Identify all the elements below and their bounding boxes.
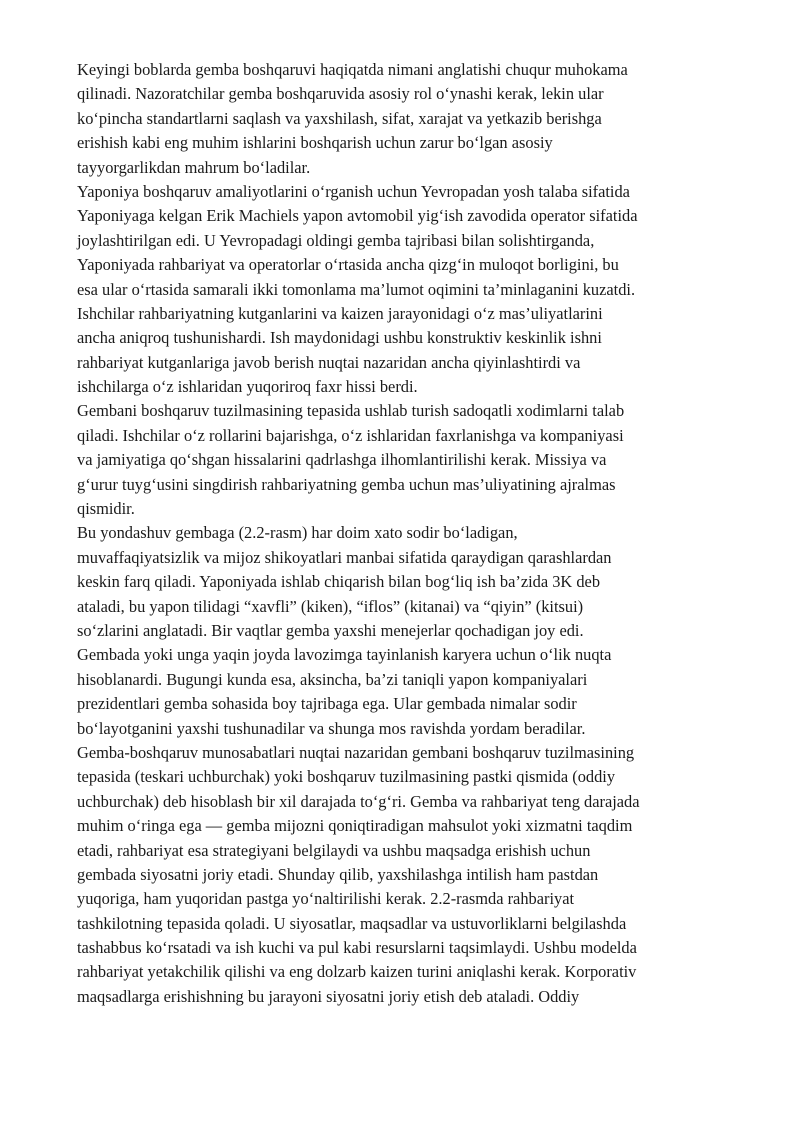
- text-line: Gemba-boshqaruv munosabatlari nuqtai nazaridan gembani boshqaruv tuzilmasining: [77, 742, 635, 762]
- text-line: tayyorgarlikdan mahrum bo‘ladilar.: [77, 157, 311, 177]
- text-line: ko‘pincha standartlarni saqlash va yaxshilash, sifat, xarajat va yetkazib berishga: [77, 108, 602, 128]
- text-line: hisoblanardi. Bugungi kunda esa, aksincha, ba’zi taniqli yapon kompaniyalari: [77, 669, 588, 689]
- text-line: ancha aniqroq tushunishardi. Ish maydonidagi ushbu konstruktiv keskinlik ishni: [77, 328, 602, 348]
- text-line: etadi, rahbariyat esa strategiyani belgilaydi va ushbu maqsadga erishish uchun: [77, 840, 591, 860]
- document-page: [77, 58, 727, 1009]
- text-line: ishchilarga o‘z ishlaridan yuqoriroq faxr hissi berdi.: [77, 377, 418, 397]
- text-line: Keyingi boblarda gemba boshqaruvi haqiqatda nimani anglatishi chuqur muhokama: [77, 60, 628, 79]
- text-line: bo‘layotganini yaxshi tushunadilar va shunga mos ravishda yordam beradilar.: [77, 718, 586, 738]
- text-line: Yaponiyada rahbariyat va operatorlar o‘rtasida ancha qizg‘in muloqot borligini, bu: [77, 255, 619, 275]
- text-line: g‘urur tuyg‘usini singdirish rahbariyatning gemba uchun mas’uliyatining ajralmas: [77, 474, 616, 494]
- text-line: Gembada yoki unga yaqin joyda lavozimga tayinlanish karyera uchun o‘lik nuqta: [77, 645, 612, 665]
- text-line: tepasida (teskari uchburchak) yoki boshqaruv tuzilmasining pastki qismida (oddiy: [77, 767, 616, 787]
- text-line: Gembani boshqaruv tuzilmasining tepasida ushlab turish sadoqatli xodimlarni talab: [77, 401, 625, 421]
- text-line: esa ular o‘rtasida samarali ikki tomonlama ma’lumot oqimini ta’minlaganini kuzatdi.: [77, 279, 636, 299]
- text-line: keskin farq qiladi. Yaponiyada ishlab chiqarish bilan bog‘liq ish ba’zida 3K deb: [77, 572, 601, 592]
- text-line: rahbariyat kutganlariga javob berish nuqtai nazaridan ancha qiyinlashtirdi va: [77, 352, 581, 372]
- text-line: so‘zlarini anglatadi. Bir vaqtlar gemba yaxshi menejerlar qochadigan joy edi.: [77, 620, 584, 640]
- text-line: joylashtirilgan edi. U Yevropadagi oldingi gemba tajribasi bilan solishtirganda,: [77, 230, 595, 250]
- text-line: qismidir.: [77, 499, 135, 519]
- text-line: qilinadi. Nazoratchilar gemba boshqaruvida asosiy rol o‘ynashi kerak, lekin ular: [77, 84, 604, 104]
- text-line: rahbariyat yetakchilik qilishi va eng dolzarb kaizen turini aniqlashi kerak. Korporativ: [77, 962, 637, 982]
- text-line: tashabbus ko‘rsatadi va ish kuchi va pul kabi resurslarni taqsimlaydi. Ushbu modelda: [77, 938, 637, 958]
- text-line: yuqoriga, ham yuqoridan pastga yo‘naltirilishi kerak. 2.2-rasmda rahbariyat: [77, 889, 575, 909]
- paragraph-2: [77, 180, 727, 400]
- text-line: Ishchilar rahbariyatning kutganlarini va kaizen jarayonidagi o‘z mas’uliyatlarini: [77, 303, 603, 323]
- text-line: Yaponiyaga kelgan Erik Machiels yapon avtomobil yig‘ish zavodida operator sifatida: [77, 206, 638, 226]
- text-line: ataladi, bu yapon tilidagi “xavfli” (kiken), “iflos” (kitanai) va “qiyin” (kitsui): [77, 596, 584, 616]
- text-line: Bu yondashuv gembaga (2.2-rasm) har doim xato sodir bo‘ladigan,: [77, 523, 518, 543]
- text-line: maqsadlarga erishishning bu jarayoni siyosatni joriy etish deb ataladi. Oddiy: [77, 986, 580, 1006]
- text-line: Yaponiya boshqaruv amaliyotlarini o‘rganish uchun Yevropadan yosh talaba sifatida: [77, 181, 630, 201]
- text-line: uchburchak) deb hisoblash bir xil darajada to‘g‘ri. Gemba va rahbariyat teng darajada: [77, 791, 640, 811]
- text-line: muvaffaqiyatsizlik va mijoz shikoyatlari manbai sifatida qaraydigan qarashlardan: [77, 547, 612, 567]
- text-line: tashkilotning tepasida qoladi. U siyosatlar, maqsadlar va ustuvorliklarni belgilashda: [77, 913, 627, 933]
- text-line: erishish kabi eng muhim ishlarini boshqarish uchun zarur bo‘lgan asosiy: [77, 133, 553, 153]
- paragraph-1: [77, 58, 727, 180]
- text-line: prezidentlari gemba sohasida boy tajribaga ega. Ular gembada nimalar sodir: [77, 694, 577, 714]
- text-line: va jamiyatiga qo‘shgan hissalarini qadrlashga ilhomlantirilishi kerak. Missiya va: [77, 450, 607, 470]
- text-line: qiladi. Ishchilar o‘z rollarini bajarishga, o‘z ishlaridan faxrlanishga va kompaniyasi: [77, 425, 624, 445]
- text-line: gembada siyosatni joriy etadi. Shunday qilib, yaxshilashga intilish ham pastdan: [77, 864, 599, 884]
- paragraph-3: [77, 399, 727, 521]
- paragraph-4: [77, 521, 727, 741]
- text-line: muhim o‘ringa ega — gemba mijozni qoniqtiradigan mahsulot yoki xizmatni taqdim: [77, 816, 633, 836]
- paragraph-5: [77, 741, 727, 1009]
